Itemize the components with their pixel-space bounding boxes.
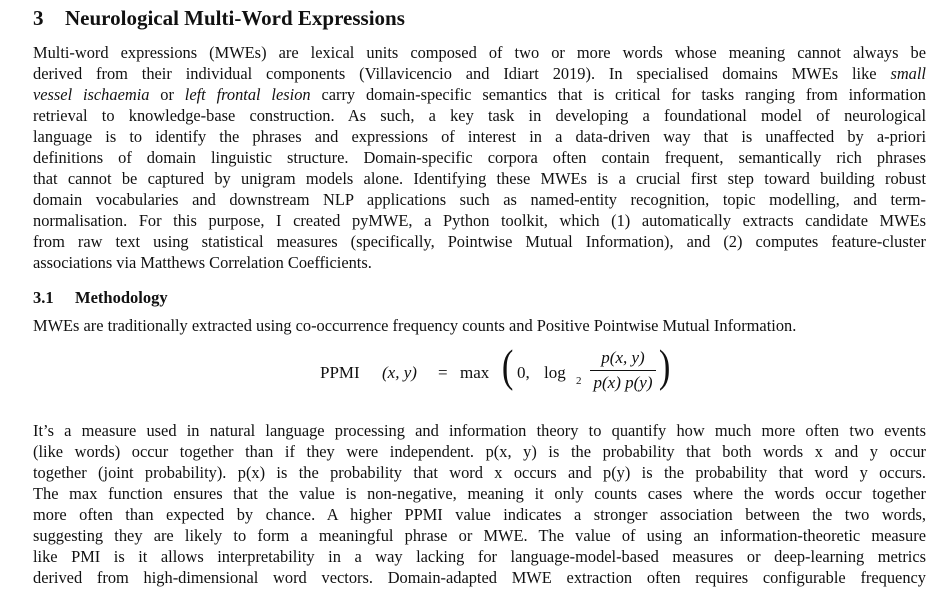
subsection-title: Methodology — [75, 288, 168, 307]
eq-log-base: 2 — [576, 375, 582, 387]
subsection-heading — [33, 288, 168, 308]
eq-max: max — [460, 363, 490, 382]
text-line: suggesting they are likely to form a meaningful phrase or MWE. The value of using an information-theoretic measure — [33, 526, 926, 545]
italic-term: left frontal lesion — [184, 85, 311, 104]
section-heading — [33, 6, 405, 31]
method-intro-paragraph — [33, 315, 926, 336]
italic-term: vessel ischaemia — [33, 85, 150, 104]
subsection-number: 3.1 — [33, 288, 54, 307]
text-line: domain vocabularies and downstream NLP applications such as named-entity recognition, topic modelling, and term- — [33, 190, 926, 209]
eq-arguments: (x, y) — [382, 363, 417, 382]
text-line: from raw text using statistical measures (specifically, Pointwise Mutual Information), and (2) computes feature-cluster — [33, 232, 926, 251]
text-line: together (joint probability). p(x) is the probability that word x occurs and p(y) is the probability that word y occurs. — [33, 463, 926, 482]
text-line: Multi-word expressions (MWEs) are lexical units composed of two or more words whose meaning cannot always be — [33, 43, 926, 62]
text-line: associations via Matthews Correlation Coefficients. — [33, 253, 372, 272]
text-line: derived from high-dimensional word vectors. Domain-adapted MWE extraction often requires configurable frequency — [33, 568, 926, 587]
text-line: like PMI is it allows interpretability in a way lacking for language-model-based measures or deep-learning metrics — [33, 547, 926, 566]
eq-numerator: p(x, y) — [601, 348, 645, 367]
text-line: The max function ensures that the value is non-negative, meaning it only counts cases where the words occur together — [33, 484, 926, 503]
text-line: language is to identify the phrases and expressions of interest in a data-driven way that is unaffected by a-priori — [33, 127, 926, 146]
text-line: more often than expected by chance. A higher PPMI value indicates a stronger association between the two words, — [33, 505, 926, 524]
text-line: that cannot be captured by unigram models alone. Identifying these MWEs is a crucial first step toward building robust — [33, 169, 926, 188]
italic-term: small — [890, 64, 926, 83]
explanation-paragraph — [33, 420, 926, 588]
text-line: (like words) occur together than if they were independent. p(x, y) is the probability that both words x and y occur — [33, 442, 926, 461]
eq-denominator: p(x) p(y) — [593, 373, 653, 392]
eq-equals: = — [438, 363, 448, 382]
text-line: normalisation. For this purpose, I created pyMWE, a Python toolkit, which (1) automatically extracts candidate MWEs — [33, 211, 926, 230]
text-line: It’s a measure used in natural language processing and information theory to quantify how much more often two events — [33, 421, 926, 440]
section-title: Neurological Multi-Word Expressions — [65, 6, 405, 30]
text-line: definitions of domain linguistic structure. Domain-specific corpora often contain frequent, semantically rich phrases — [33, 148, 926, 167]
eq-log: log — [544, 363, 566, 382]
intro-paragraph — [33, 42, 926, 273]
text-line: retrieval to knowledge-base construction. As such, a key task in developing a foundational model of neurological — [33, 106, 926, 125]
text-line: vessel ischaemia or left frontal lesion carry domain-specific semantics that is critical for tasks ranging from information — [33, 85, 926, 104]
eq-fraction-bar — [590, 370, 656, 371]
eq-right-paren: ) — [658, 340, 671, 391]
eq-zero: 0, — [517, 363, 530, 382]
eq-function-name: PPMI — [320, 363, 360, 382]
eq-fraction — [590, 347, 656, 394]
eq-left-paren: ( — [501, 340, 514, 391]
section-number: 3 — [33, 6, 44, 30]
text-line: derived from their individual components (Villavicencio and Idiart 2019). In specialised domains MWEs like small — [33, 64, 926, 83]
text-line: MWEs are traditionally extracted using co-occurrence frequency counts and Positive Pointwise Mutual Information. — [33, 316, 797, 335]
